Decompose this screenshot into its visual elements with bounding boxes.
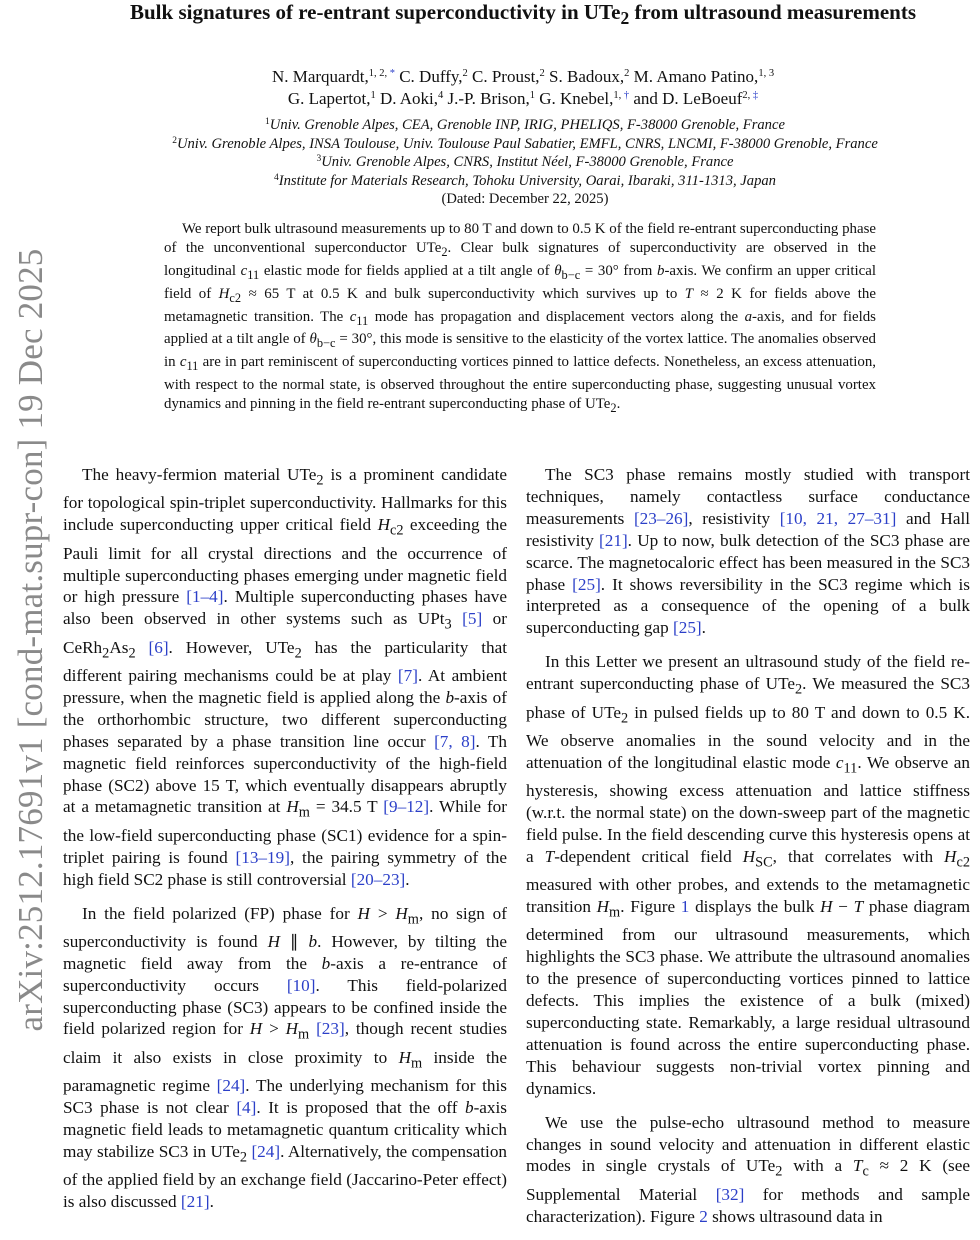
math-symbol: H — [377, 515, 390, 535]
dated-line: (Dated: December 22, 2025) — [441, 191, 609, 208]
subscript: 2 — [441, 244, 448, 259]
subscript: c2 — [229, 290, 242, 305]
author-affiliation-marks: 1, † — [613, 90, 630, 101]
subscript: m — [298, 804, 310, 821]
citation-link[interactable]: [10, 21, 27–31] — [779, 508, 897, 528]
affiliation-3: $^3$Univ. Grenoble Alpes, CNRS, Institut Néel, F-38000 Grenoble, France — [316, 154, 734, 171]
citation-link[interactable]: [5] — [462, 609, 483, 629]
citation-link[interactable]: [23] — [316, 1019, 345, 1039]
author-name: N. Marquardt, — [271, 67, 369, 86]
author-affiliation-marks: 2 — [539, 68, 545, 79]
author-affiliation-marks: 4 — [438, 90, 444, 101]
author-affiliation-marks: 1 — [529, 90, 535, 101]
paragraph-field-polarized: In the field polarized (FP) phase for $H > H_m$, no sign of superconductivity is found H ∥ b. However, by tilting the magnetic field away from the b-axis a re-entrance of superconductivity occurs [10]. This field-polarized superconducting phase (SC3) appears to be confined inside the field polarized region for $H > H_m$ [23], though recent studies claim it also exists in close proximity to $H_m$ inside the paramagnetic regime [24]. The underlying mechanism for this SC3 phase is not clear [4]. It is proposed that the off b-axis magnetic field leads to metamagnetic quantum criticality which may stabilize SC3 in UTe$_2$ [24]. Alternatively, the compensation of the applied field by an exchange field (Jaccarino-Peter effect) is also discussed [21]. — [63, 903, 508, 1212]
math-symbol: H — [285, 1019, 299, 1039]
author-name: C. Proust, — [467, 67, 540, 86]
affiliation-4: $^4$Institute for Materials Research, Tohoku University, Oarai, Ibaraki, 311-1313, Japan — [274, 172, 776, 189]
citation-link[interactable]: [32] — [715, 1184, 745, 1204]
math-symbol: T — [852, 1156, 863, 1176]
title-part-2: from ultrasound measurements — [629, 0, 916, 24]
body-column-right — [526, 464, 970, 1240]
math-symbol: b — [657, 262, 665, 279]
author-affiliation-marks: 1, 2, * — [368, 68, 395, 79]
author-affiliation-marks: 2, ‡ — [742, 90, 759, 101]
math-symbol: H — [944, 846, 957, 866]
citation-link[interactable]: [13–19] — [235, 847, 290, 867]
math-symbol: H — [249, 1019, 263, 1039]
citation-link[interactable]: [7] — [397, 666, 418, 685]
citation-link[interactable]: 1 — [680, 897, 690, 917]
citation-link[interactable]: [24] — [216, 1076, 246, 1096]
citation-link[interactable]: [7, 8] — [434, 731, 476, 751]
citation-link[interactable]: [21] — [180, 1192, 210, 1212]
arxiv-identifier: arXiv:2512.17691v1 [cond-mat.supr-con] 19 Dec 2025 — [11, 248, 50, 1032]
math-symbol: c — [349, 308, 357, 325]
author-footnote-link[interactable]: † — [621, 90, 630, 101]
author-name: M. Amano Patino, — [629, 67, 759, 86]
math-symbol: H — [286, 797, 299, 817]
title-subscript: 2 — [620, 8, 630, 29]
math-symbol: a — [744, 308, 753, 325]
affiliation-1: $^1$Univ. Grenoble Alpes, CEA, Grenoble INP, IRIG, PHELIQS, F-38000 Grenoble, France — [265, 117, 785, 133]
author-name: S. Badoux, — [544, 67, 625, 86]
citation-link[interactable]: [1–4] — [186, 587, 224, 607]
subscript: 2 — [795, 681, 803, 698]
math-symbol: H — [395, 903, 408, 923]
subscript: m — [609, 904, 621, 921]
author-name: and D. LeBoeuf — [629, 89, 743, 108]
math-symbol: θ — [554, 262, 562, 279]
affiliation-2: $^2$Univ. Grenoble Alpes, INSA Toulouse, Univ. Toulouse Paul Sabatier, EMFL, CNRS, LNCMI, F-38000 Grenoble, France — [172, 135, 878, 152]
subscript: 2 — [775, 1163, 783, 1180]
math-symbol: T — [544, 846, 555, 866]
math-symbol: c — [240, 262, 248, 279]
math-symbol: H — [357, 903, 370, 923]
citation-link[interactable]: [25] — [572, 574, 601, 594]
math-symbol: H — [596, 897, 610, 917]
author-name: D. Aoki, — [375, 89, 439, 108]
math-symbol: b — [445, 687, 455, 707]
subscript: c2 — [389, 522, 404, 539]
subscript: m — [298, 1026, 310, 1043]
citation-link[interactable]: [25] — [673, 618, 702, 638]
citation-link[interactable]: [4] — [236, 1098, 257, 1118]
paragraph-method: We use the pulse-echo ultrasound method to measure changes in sound velocity and attenuation in different elastic modes in single crystals of UTe$_2$ with a $T_c \approx 2$ K (see Supplemental Material [32] for methods and sample characterization). Figure 2 shows ultrasound data in — [526, 1112, 970, 1226]
math-symbol: b — [321, 953, 331, 973]
subscript: 11 — [843, 760, 858, 777]
subscript: m — [410, 1055, 423, 1072]
subscript: 2 — [621, 709, 629, 726]
abstract: We report bulk ultrasound measurements up to 80 T and down to 0.5 K of the field re-entrant superconducting phase of the unconventional superconductor UTe$_2$. Clear bulk signatures of superconductivity are observed in the longitudinal $c_{11}$ elastic mode for fields applied at a tilt angle of $\theta_{b-c} = 30^\circ$ from b-axis. We confirm an upper critical field of $H_{c2} \approx 65$ T at 0.5 K and bulk superconductivity which survives up to T ≈ 2 K for fields above the metamagnetic transition. The $c_{11}$ mode has propagation and displacement vectors along the a-axis, and for fields applied at a tilt angle of $\theta_{b-c} = 30^\circ$, this mode is sensitive to the elasticity of the vortex lattice. The anomalies observed in $c_{11}$ are in part reminiscent of superconducting vortices pinned to lattice defects. Nonetheless, an excess attenuation, with respect to the normal state, is observed throughout the entire superconducting phase, suggesting unusual vortex dynamics and pinning in the field re-entrant superconducting phase of UTe$_2$. — [164, 221, 877, 416]
author-line-2 — [90, 88, 956, 110]
math-symbol: b — [308, 931, 318, 951]
math-symbol: H — [398, 1047, 411, 1067]
citation-link[interactable]: 2 — [699, 1206, 708, 1226]
body-column-left — [63, 464, 507, 1225]
subscript: 3 — [444, 616, 452, 633]
author-footnote-link[interactable]: ‡ — [750, 90, 759, 101]
subscript: 2 — [610, 401, 617, 416]
author-name: G. Lapertot, — [287, 89, 371, 108]
subscript: 2 — [128, 645, 136, 662]
author-footnote-link[interactable]: * — [387, 68, 395, 79]
subscript: 2 — [316, 472, 324, 489]
subscript: SC — [755, 854, 773, 871]
subscript: c — [862, 1163, 869, 1180]
subscript: b−c — [316, 336, 336, 351]
paragraph-intro: The heavy-fermion material UTe$_2$ is a prominent candidate for topological spin-triplet superconductivity. Hallmarks for this include superconducting upper critical field $H_{c2}$ exceeding the Pauli limit for all crystal directions and the occurrence of multiple superconducting phases emerging under magnetic field or high pressure [1–4]. Multiple superconducting phases have also been observed in other systems such as UPt$_3$ [5] or $CeRh_2As_2$ [6]. However, UTe$_2$ has the particularity that different pairing mechanisms could be at play [7]. At ambient pressure, when the magnetic field is applied along the b-axis of the orthorhombic structure, two different superconducting phases separated by a phase transition line occur [7, 8]. Th magnetic field reinforces superconductivity of the high-field phase (SC2) above 15 T, which eventually disappears abruptly at a metamagnetic transition at $H_m = 34.5$ T [9–12]. While for the low-field superconducting phase (SC1) evidence for a spin-triplet pairing is found [13–19], the pairing symmetry of the high field SC2 phase is still controversial [20–23]. — [63, 465, 507, 889]
author-affiliation-marks: 1, 3 — [758, 68, 775, 79]
affiliations — [70, 116, 980, 209]
subscript: 2 — [294, 645, 302, 662]
paper-title — [90, 0, 956, 31]
citation-link[interactable]: [23–26] — [633, 508, 689, 528]
subscript: 2 — [102, 645, 110, 662]
math-symbol: b — [464, 1098, 474, 1118]
citation-link[interactable]: [9–12] — [383, 797, 430, 817]
math-symbol: T — [853, 897, 864, 917]
author-name: J.-P. Brison, — [443, 89, 530, 108]
author-affiliation-marks: 2 — [462, 68, 468, 79]
subscript: m — [407, 910, 419, 927]
citation-link[interactable]: [24] — [251, 1141, 281, 1161]
citation-link[interactable]: [6] — [148, 637, 169, 657]
math-symbol: θ — [309, 331, 317, 348]
paragraph-sc3-transport: The SC3 phase remains mostly studied with transport techniques, namely contactless surface conductance measurements [23–26], resistivity [10, 21, 27–31] and Hall resistivity [21]. Up to now, bulk detection of the SC3 phase are scarce. The magnetocaloric effect has been measured in the SC3 phase [25]. It shows reversibility in the SC3 regime which is interpreted as a consequence of the opening of a bulk superconducting gap [25]. — [526, 465, 971, 638]
math-symbol: c — [179, 354, 187, 371]
citation-link[interactable]: [10] — [286, 975, 316, 995]
title-part-1: Bulk signatures of re-entrant superconductivity in UTe — [130, 0, 621, 24]
subscript: c2 — [956, 854, 970, 871]
math-symbol: H — [267, 931, 280, 951]
subscript: 11 — [356, 313, 369, 328]
math-symbol: H — [218, 285, 230, 302]
author-name: C. Duffy, — [394, 67, 463, 86]
author-affiliation-marks: 2 — [624, 68, 630, 79]
author-list — [90, 66, 956, 110]
math-symbol: H — [742, 846, 756, 866]
citation-link[interactable]: [21] — [599, 530, 628, 550]
subscript: 2 — [239, 1149, 248, 1166]
citation-link[interactable]: [20–23] — [350, 869, 406, 889]
author-name: G. Knebel, — [534, 89, 614, 108]
subscript: 11 — [186, 359, 199, 374]
arxiv-sidebar — [0, 0, 62, 1200]
subscript: 11 — [247, 267, 260, 282]
math-symbol: c — [835, 752, 844, 772]
math-symbol: H — [820, 897, 833, 917]
author-line-1 — [90, 66, 956, 88]
subscript: b−c — [561, 267, 581, 282]
author-affiliation-marks: 1 — [370, 90, 376, 101]
math-symbol: T — [684, 285, 694, 302]
paragraph-this-letter: In this Letter we present an ultrasound study of the field re-entrant superconducting phase of UTe$_2$. We measured the SC3 phase of UTe$_2$ in pulsed fields up to 80 T and down to 0.5 K. We observe anomalies in the sound velocity and in the attenuation of the longitudinal elastic mode $c_{11}$. We observe an hysteresis, showing excess attenuation and lattice stiffness (w.r.t. the normal state) on the down-sweep part of the magnetic field pulse. In the field descending curve this hysteresis opens at a T-dependent critical field $H_{SC}$, that correlates with $H_{c2}$ measured with other probes, and extends to the metamagnetic transition $H_m$. Figure 1 displays the bulk H − T phase diagram determined from our ultrasound measurements, which highlights the SC3 phase. We attribute the ultrasound anomalies to the presence of superconducting vortices pinned to lattice defects. This implies the existence of a bulk (mixed) superconducting state. Remarkably, a large residual ultrasound attenuation is found across the entire superconducting phase. This behaviour suggests non-trivial vortex pinning and dynamics. — [526, 652, 970, 1098]
